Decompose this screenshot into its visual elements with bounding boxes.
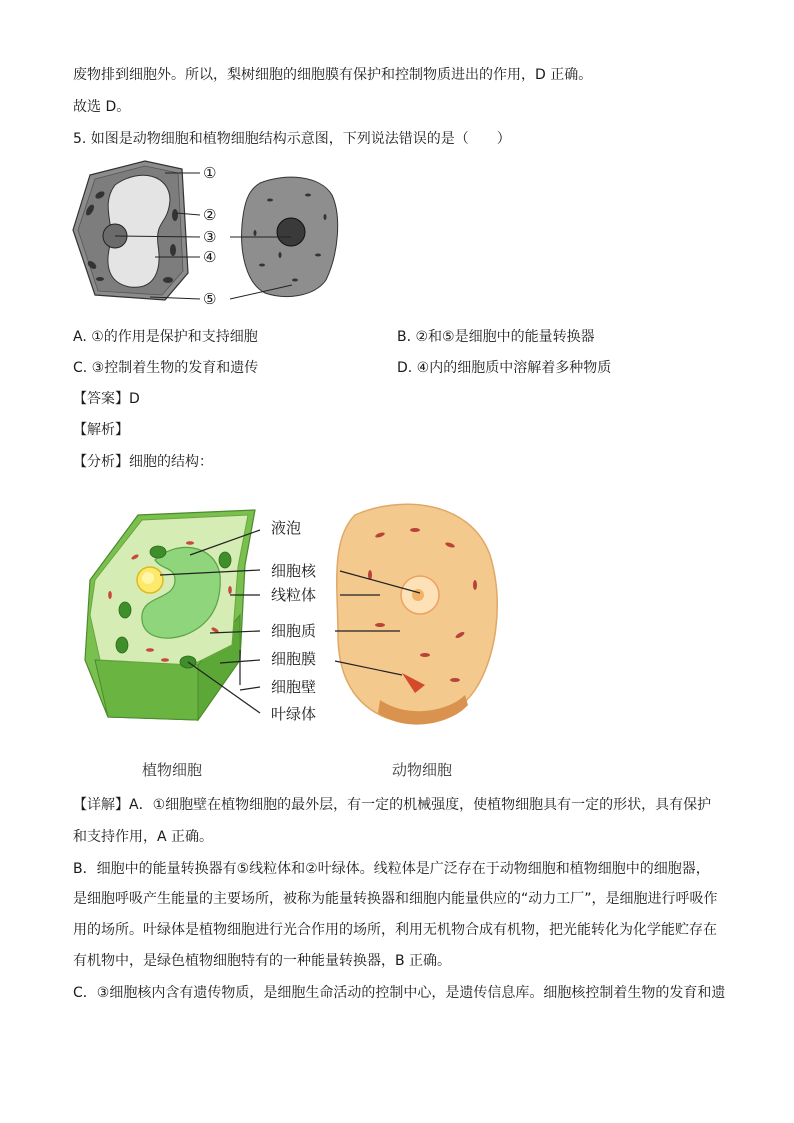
label-cytoplasm: 细胞质	[271, 622, 317, 640]
text-line: 【详解】A．①细胞壁在植物细胞的最外层，有一定的机械强度，使植物细胞具有一定的形状，具有保护	[73, 797, 712, 813]
option-b[interactable]: B. ②和⑤是细胞中的能量转换器	[397, 329, 595, 345]
label-cell-membrane: 细胞膜	[271, 650, 317, 668]
label-4: ④	[203, 248, 217, 266]
answer-line: 【答案】D	[73, 391, 140, 407]
caption-plant: 植物细胞	[142, 761, 203, 779]
label-mitochondria: 线粒体	[271, 586, 317, 604]
label-5: ⑤	[203, 290, 217, 308]
cell-structure-schematic	[70, 155, 390, 315]
animal-nucleus	[277, 218, 305, 246]
caption-animal: 动物细胞	[392, 761, 453, 779]
label-chloroplast: 叶绿体	[271, 705, 317, 723]
text-line: B．细胞中的能量转换器有⑤线粒体和②叶绿体。线粒体是广泛存在于动物细胞和植物细胞中的细胞器，	[73, 861, 710, 877]
option-d[interactable]: D. ④内的细胞质中溶解着多种物质	[397, 360, 612, 376]
option-c[interactable]: C. ③控制着生物的发育和遗传	[73, 360, 259, 376]
analysis-heading: 【解析】	[73, 422, 129, 438]
text-line: C．③细胞核内含有遗传物质，是细胞生命活动的控制中心，是遗传信息库。细胞核控制着生物的发育和遗	[73, 985, 726, 1001]
text-line: 是细胞呼吸产生能量的主要场所，被称为能量转换器和细胞内能量供应的“动力工厂”，是细胞进行呼吸作	[73, 891, 718, 907]
label-3: ③	[203, 228, 217, 246]
label-nucleus: 细胞核	[271, 562, 317, 580]
label-vacuole: 液泡	[271, 519, 302, 537]
text-line: 废物排到细胞外。所以，梨树细胞的细胞膜有保护和控制物质进出的作用，D 正确。	[73, 67, 593, 83]
label-cell-wall: 细胞壁	[271, 678, 317, 696]
analysis-intro: 【分析】细胞的结构：	[73, 454, 213, 470]
question-5-stem: 5. 如图是动物细胞和植物细胞结构示意图，下列说法错误的是（ ）	[73, 131, 511, 147]
cell-structure-colored	[80, 495, 520, 785]
label-2: ②	[203, 206, 217, 224]
text-line: 和支持作用，A 正确。	[73, 829, 214, 845]
text-line: 用的场所。叶绿体是植物细胞进行光合作用的场所，利用无机物合成有机物，把光能转化为化学能贮存在	[73, 922, 717, 938]
option-a[interactable]: A. ①的作用是保护和支持细胞	[73, 329, 258, 345]
text-line: 有机物中，是绿色植物细胞特有的一种能量转换器，B 正确。	[73, 953, 452, 969]
text-line: 故选 D。	[73, 99, 131, 115]
label-1: ①	[203, 164, 217, 182]
